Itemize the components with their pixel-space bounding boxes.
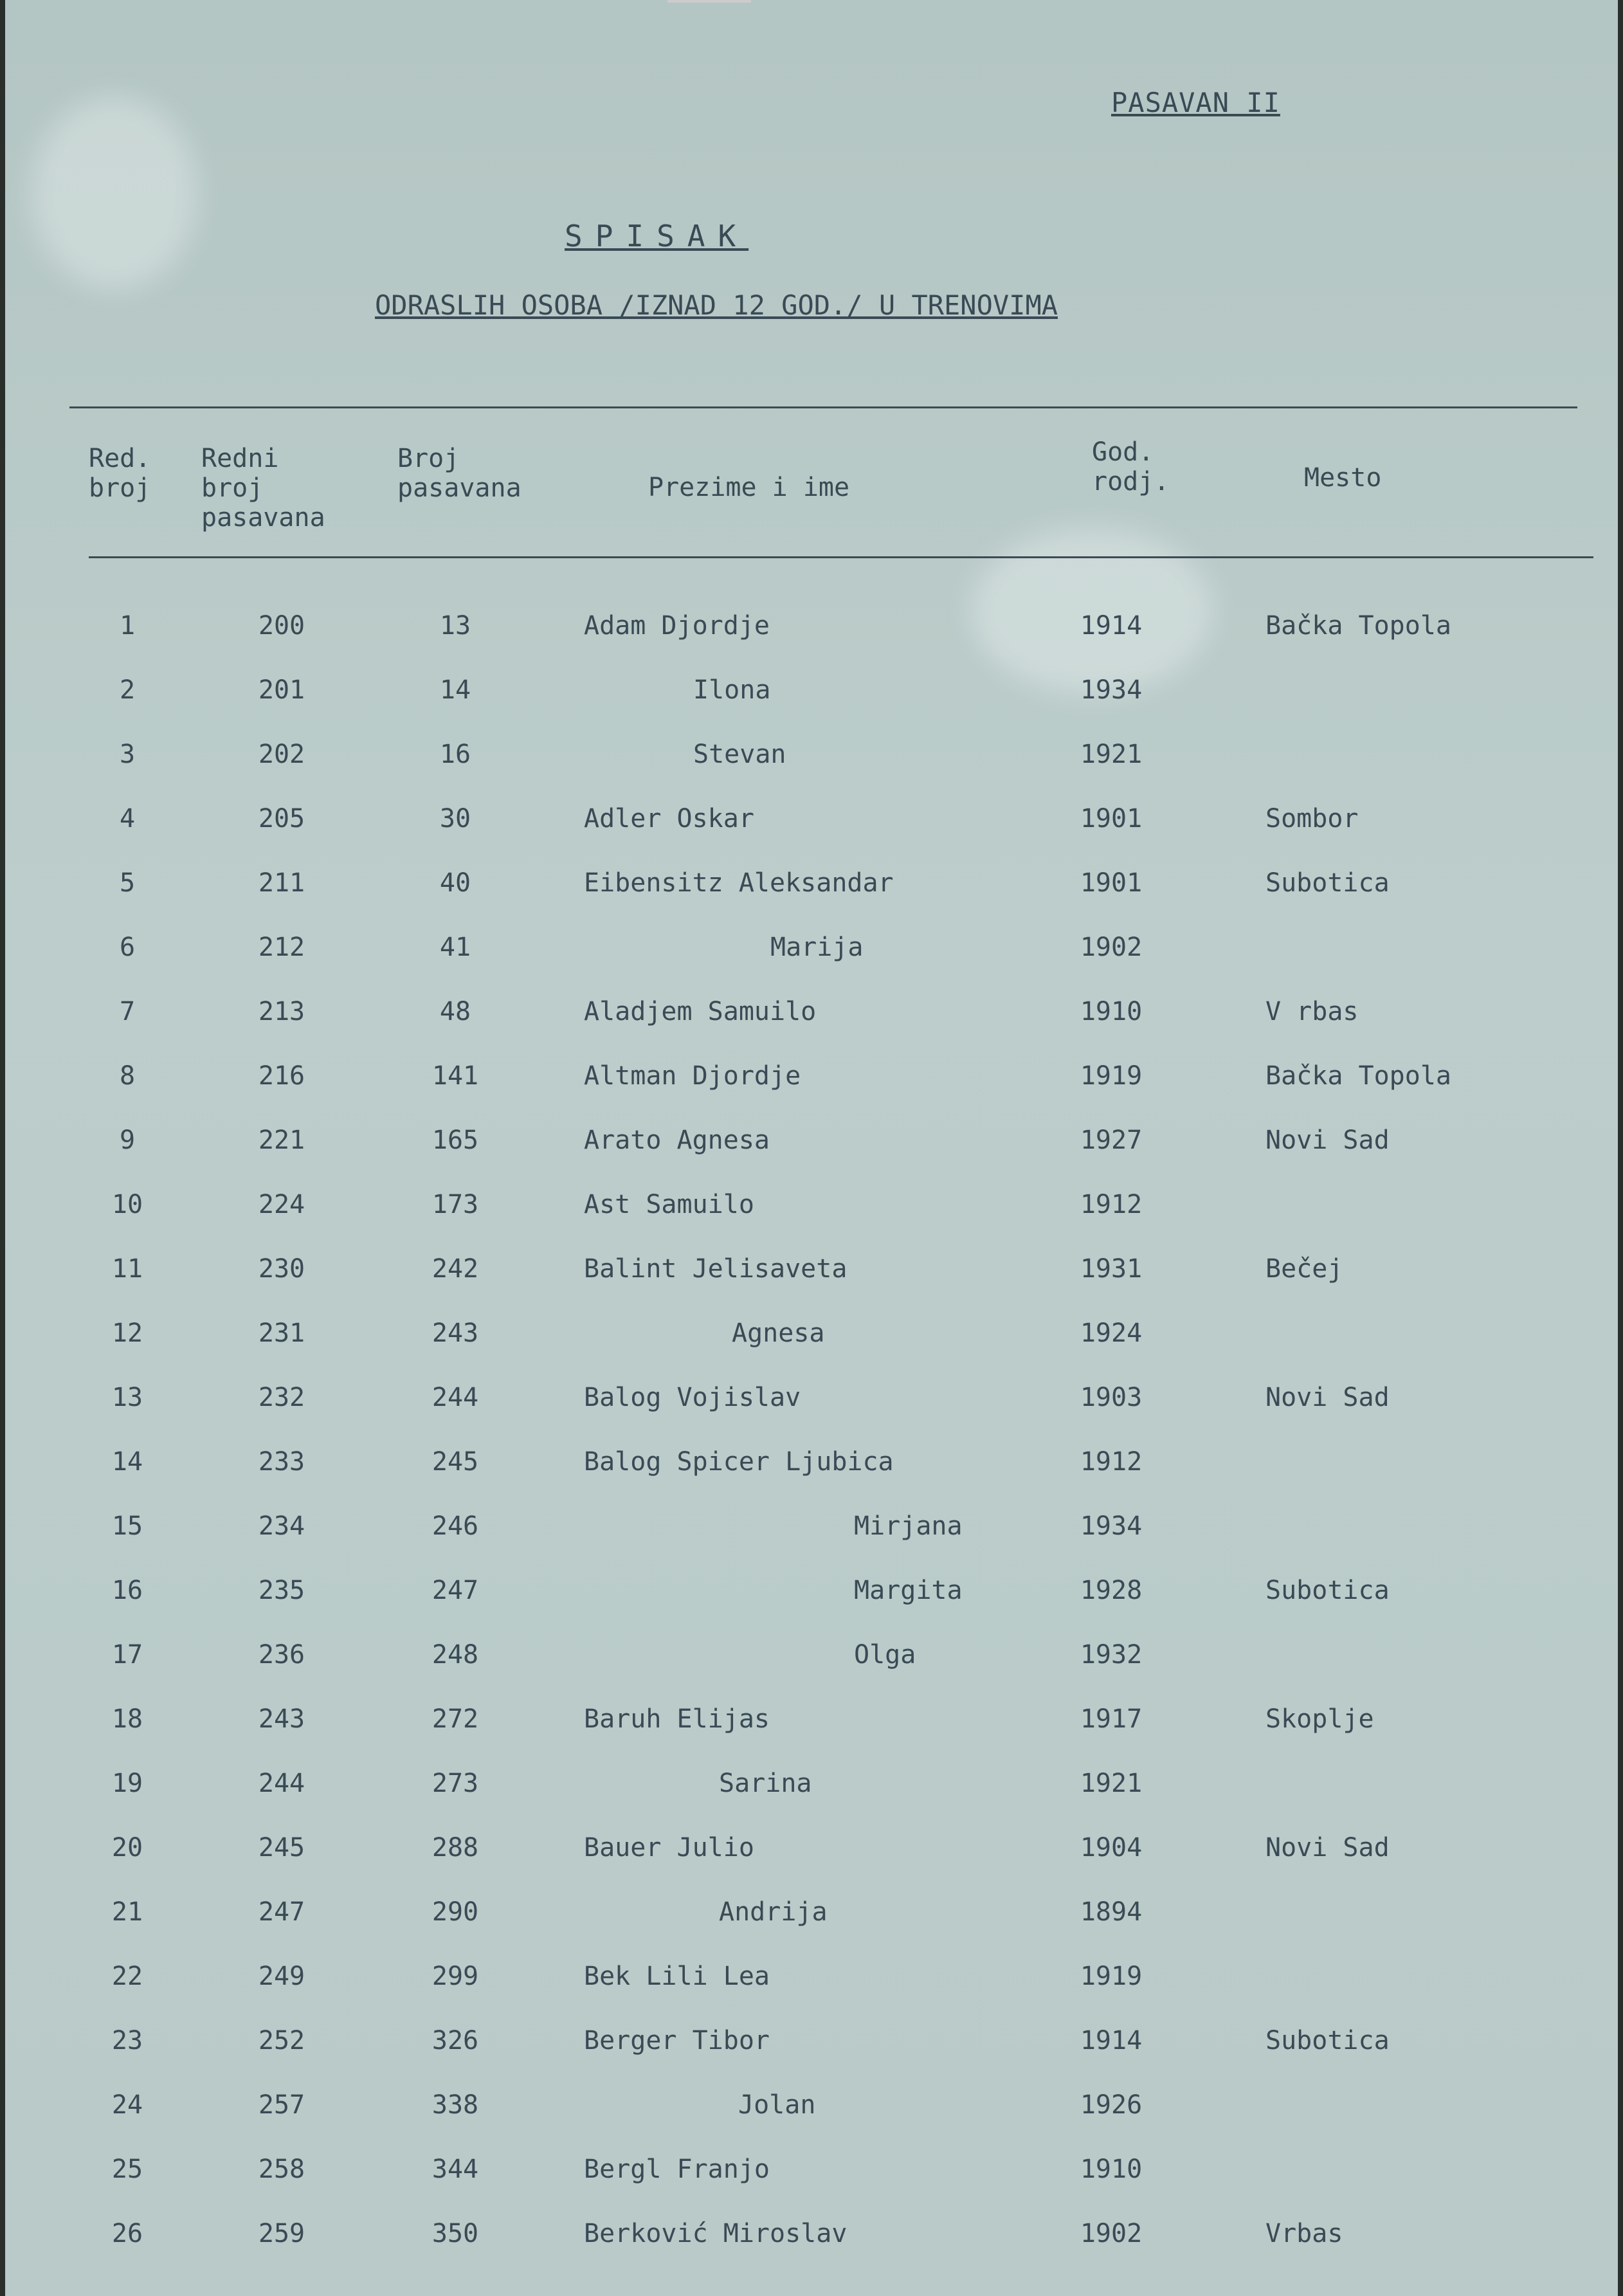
redni-broj-cell: 235 [258,1576,305,1605]
row-number: 4 [119,804,136,834]
birth-year-cell: 1910 [1080,997,1143,1026]
redni-broj-cell: 231 [258,1318,305,1348]
birth-year-cell: 1927 [1080,1125,1143,1155]
birth-year-cell: 1932 [1080,1640,1143,1670]
redni-broj-cell: 221 [258,1125,305,1155]
broj-pasavana-cell: 165 [431,1125,479,1155]
paper-stain [31,96,198,289]
name-cell: Balint Jelisaveta [584,1254,848,1284]
place-cell: Subotica [1265,2026,1390,2055]
table-row [5,1254,1618,1318]
row-number: 19 [111,1769,143,1798]
birth-year-cell: 1903 [1080,1383,1143,1412]
row-number: 13 [111,1383,143,1412]
broj-pasavana-cell: 350 [431,2219,479,2248]
birth-year-cell: 1901 [1080,868,1143,898]
row-number: 1 [119,611,136,641]
row-number: 17 [111,1640,143,1670]
col-header-prezime-ime: Prezime i ime [648,473,850,502]
place-cell: Bačka Topola [1265,1061,1451,1091]
header-top-rule [69,406,1577,408]
birth-year-cell: 1921 [1080,1769,1143,1798]
place-cell: Skoplje [1265,1704,1374,1734]
birth-year-cell: 1902 [1080,933,1143,962]
broj-pasavana-cell: 288 [431,1833,479,1863]
name-cell: Bauer Julio [584,1833,754,1863]
table-row [5,740,1618,804]
row-number: 24 [111,2090,143,2120]
broj-pasavana-cell: 41 [439,933,471,962]
name-cell: Olga [854,1640,916,1670]
row-number: 14 [111,1447,143,1477]
redni-broj-cell: 243 [258,1704,305,1734]
place-cell: Novi Sad [1265,1383,1390,1412]
place-cell: Subotica [1265,868,1390,898]
broj-pasavana-cell: 30 [439,804,471,834]
table-row [5,2026,1618,2090]
place-cell: Subotica [1265,1576,1390,1605]
redni-broj-cell: 244 [258,1769,305,1798]
row-number: 15 [111,1511,143,1541]
name-cell: Altman Djordje [584,1061,801,1091]
col-header-god-rodj: God. rodj. [1092,437,1170,497]
broj-pasavana-cell: 13 [439,611,471,641]
table-row [5,1576,1618,1640]
broj-pasavana-cell: 245 [431,1447,479,1477]
place-cell: Sombor [1265,804,1359,834]
table-row [5,1125,1618,1190]
birth-year-cell: 1928 [1080,1576,1143,1605]
birth-year-cell: 1910 [1080,2155,1143,2184]
redni-broj-cell: 211 [258,868,305,898]
place-cell: Bečej [1265,1254,1343,1284]
place-cell: Vrbas [1265,2219,1343,2248]
table-row [5,2219,1618,2283]
col-header-redni-broj: Redni broj pasavana [201,444,325,533]
document-subtitle: ODRASLIH OSOBA /IZNAD 12 GOD./ U TRENOVIMA [375,289,1058,321]
birth-year-cell: 1904 [1080,1833,1143,1863]
table-row [5,1704,1618,1769]
row-number: 18 [111,1704,143,1734]
birth-year-cell: 1931 [1080,1254,1143,1284]
place-cell: Novi Sad [1265,1833,1390,1863]
row-number: 3 [119,740,136,769]
page-edge-tab [667,0,751,3]
redni-broj-cell: 259 [258,2219,305,2248]
redni-broj-cell: 252 [258,2026,305,2055]
broj-pasavana-cell: 48 [439,997,471,1026]
broj-pasavana-cell: 338 [431,2090,479,2120]
broj-pasavana-cell: 247 [431,1576,479,1605]
name-cell: Sarina [719,1769,812,1798]
row-number: 9 [119,1125,136,1155]
name-cell: Bergl Franjo [584,2155,770,2184]
redni-broj-cell: 200 [258,611,305,641]
birth-year-cell: 1934 [1080,1511,1143,1541]
table-row [5,1640,1618,1704]
name-cell: Agnesa [732,1318,825,1348]
table-row [5,868,1618,933]
table-row [5,1833,1618,1897]
name-cell: Stevan [693,740,786,769]
table-row [5,1190,1618,1254]
birth-year-cell: 1926 [1080,2090,1143,2120]
birth-year-cell: 1914 [1080,2026,1143,2055]
broj-pasavana-cell: 242 [431,1254,479,1284]
broj-pasavana-cell: 272 [431,1704,479,1734]
name-cell: Berger Tibor [584,2026,770,2055]
name-cell: Margita [854,1576,963,1605]
name-cell: Balog Spicer Ljubica [584,1447,894,1477]
redni-broj-cell: 258 [258,2155,305,2184]
birth-year-cell: 1924 [1080,1318,1143,1348]
document-page [5,0,1618,2296]
birth-year-cell: 1919 [1080,1061,1143,1091]
pasavan-label: PASAVAN II [1111,87,1280,118]
birth-year-cell: 1934 [1080,675,1143,705]
birth-year-cell: 1912 [1080,1190,1143,1219]
table-row [5,1061,1618,1125]
broj-pasavana-cell: 173 [431,1190,479,1219]
redni-broj-cell: 216 [258,1061,305,1091]
table-row [5,1447,1618,1511]
redni-broj-cell: 249 [258,1962,305,1991]
name-cell: Aladjem Samuilo [584,997,817,1026]
broj-pasavana-cell: 290 [431,1897,479,1927]
name-cell: Jolan [738,2090,816,2120]
broj-pasavana-cell: 344 [431,2155,479,2184]
row-number: 21 [111,1897,143,1927]
name-cell: Balog Vojislav [584,1383,801,1412]
name-cell: Ast Samuilo [584,1190,754,1219]
broj-pasavana-cell: 248 [431,1640,479,1670]
name-cell: Eibensitz Aleksandar [584,868,894,898]
name-cell: Adam Djordje [584,611,770,641]
place-cell: Novi Sad [1265,1125,1390,1155]
table-row [5,2155,1618,2219]
redni-broj-cell: 236 [258,1640,305,1670]
row-number: 12 [111,1318,143,1348]
col-header-mesto: Mesto [1304,463,1382,493]
place-cell: V rbas [1265,997,1359,1026]
header-bottom-rule [89,556,1593,558]
row-number: 10 [111,1190,143,1219]
redni-broj-cell: 232 [258,1383,305,1412]
name-cell: Marija [770,933,864,962]
broj-pasavana-cell: 243 [431,1318,479,1348]
table-row [5,611,1618,675]
table-row [5,933,1618,997]
table-row [5,2090,1618,2155]
row-number: 7 [119,997,136,1026]
birth-year-cell: 1901 [1080,804,1143,834]
redni-broj-cell: 201 [258,675,305,705]
table-row [5,997,1618,1061]
row-number: 22 [111,1962,143,1991]
row-number: 25 [111,2155,143,2184]
redni-broj-cell: 202 [258,740,305,769]
redni-broj-cell: 247 [258,1897,305,1927]
birth-year-cell: 1921 [1080,740,1143,769]
broj-pasavana-cell: 326 [431,2026,479,2055]
row-number: 6 [119,933,136,962]
col-header-red-broj: Red. broj [89,444,151,503]
redni-broj-cell: 205 [258,804,305,834]
row-number: 16 [111,1576,143,1605]
broj-pasavana-cell: 16 [439,740,471,769]
name-cell: Adler Oskar [584,804,754,834]
table-row [5,1897,1618,1962]
name-cell: Ilona [693,675,771,705]
birth-year-cell: 1894 [1080,1897,1143,1927]
redni-broj-cell: 233 [258,1447,305,1477]
place-cell: Bačka Topola [1265,611,1451,641]
name-cell: Mirjana [854,1511,963,1541]
table-row [5,1769,1618,1833]
birth-year-cell: 1902 [1080,2219,1143,2248]
name-cell: Berković Miroslav [584,2219,848,2248]
name-cell: Bek Lili Lea [584,1962,770,1991]
row-number: 8 [119,1061,136,1091]
redni-broj-cell: 212 [258,933,305,962]
table-row [5,675,1618,740]
redni-broj-cell: 213 [258,997,305,1026]
row-number: 11 [111,1254,143,1284]
redni-broj-cell: 224 [258,1190,305,1219]
broj-pasavana-cell: 40 [439,868,471,898]
birth-year-cell: 1912 [1080,1447,1143,1477]
birth-year-cell: 1917 [1080,1704,1143,1734]
name-cell: Arato Agnesa [584,1125,770,1155]
redni-broj-cell: 230 [258,1254,305,1284]
broj-pasavana-cell: 299 [431,1962,479,1991]
table-row [5,1318,1618,1383]
row-number: 5 [119,868,136,898]
row-number: 23 [111,2026,143,2055]
broj-pasavana-cell: 14 [439,675,471,705]
table-row [5,1511,1618,1576]
birth-year-cell: 1919 [1080,1962,1143,1991]
table-row [5,1962,1618,2026]
broj-pasavana-cell: 273 [431,1769,479,1798]
row-number: 26 [111,2219,143,2248]
broj-pasavana-cell: 246 [431,1511,479,1541]
broj-pasavana-cell: 244 [431,1383,479,1412]
broj-pasavana-cell: 141 [431,1061,479,1091]
name-cell: Andrija [719,1897,828,1927]
col-header-broj-pasavana: Broj pasavana [397,444,521,503]
redni-broj-cell: 234 [258,1511,305,1541]
document-title: SPISAK [565,219,749,253]
redni-broj-cell: 245 [258,1833,305,1863]
birth-year-cell: 1914 [1080,611,1143,641]
table-row [5,1383,1618,1447]
table-row [5,804,1618,868]
row-number: 2 [119,675,136,705]
name-cell: Baruh Elijas [584,1704,770,1734]
redni-broj-cell: 257 [258,2090,305,2120]
row-number: 20 [111,1833,143,1863]
